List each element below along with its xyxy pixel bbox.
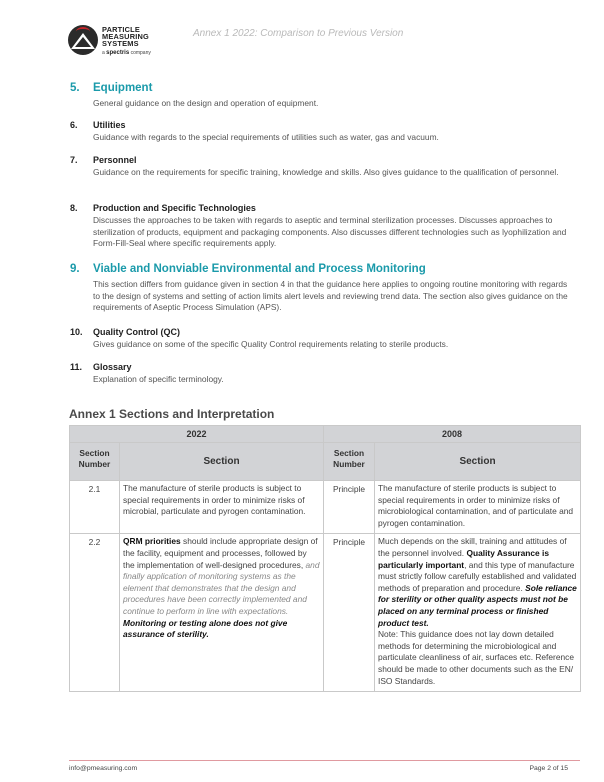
mountain-logo-icon	[68, 25, 98, 55]
item-title: Production and Specific Technologies	[93, 203, 256, 213]
section-heading: Annex 1 Sections and Interpretation	[69, 407, 275, 421]
item-description: This section differs from guidance given in section 4 in that the guidance here applies to ongoing routine monitoring with regards to the design of systems and setting of action limits alert levels and reviewing trend data. The section also gives guidance on the requirements of Aseptic Process Simulation (APS).	[93, 279, 568, 313]
section-text-cell: Much depends on the skill, training and attitudes of the personnel involved. Quality Assurance is particularly important, and this type of manufacture must strictly follow carefully established and validated methods of preparation and procedure. Sole reliance for sterility or other quality aspects must not be placed on any terminal process or finished product test. Note: This guidance does not lay down detailed methods for determining the microbiological and particulate cleanliness of air, surfaces etc. Reference should be made to other documents such as the EN/ ISO Standards.	[375, 534, 581, 692]
item-title: Equipment	[93, 82, 153, 94]
table-row	[70, 481, 581, 534]
item-number: 8.	[70, 203, 78, 213]
company-logo	[68, 25, 188, 61]
column-header-section-number: Section Number	[70, 443, 120, 481]
item-description: Guidance on the requirements for specific training, knowledge and skills. Also gives guidance to the qualification of personnel.	[93, 167, 559, 177]
page-number: Page 2 of 15	[529, 765, 568, 772]
footer-email: info@pmeasuring.com	[69, 765, 138, 772]
item-description: Explanation of specific terminology.	[93, 374, 224, 384]
item-number: 5.	[70, 82, 80, 94]
item-description: Guidance with regards to the special requirements of utilities such as water, gas and vacuum.	[93, 132, 439, 142]
section-text-cell: QRM priorities should include appropriate design of the facility, equipment and processes, followed by the implementation of well-designed procedures, and finally application of monitoring systems as the element that demonstrates that the design and procedures have been correctly implemented and continue to perform in line with expectations. Monitoring or testing alone does not give assurance of sterility.	[120, 534, 324, 692]
section-text-cell: The manufacture of sterile products is subject to special requirements in order to minimize risks of microbiological contamination, and of particulate and pyrogen contamination.	[375, 481, 581, 534]
logo-tagline: a spectris company	[102, 50, 151, 56]
section-number-cell: 2.1	[70, 481, 120, 534]
item-title: Quality Control (QC)	[93, 327, 180, 337]
column-header-section-number: Section Number	[324, 443, 375, 481]
item-number: 7.	[70, 155, 78, 165]
section-number-cell: Principle	[324, 481, 375, 534]
item-description: General guidance on the design and operation of equipment.	[93, 98, 319, 108]
column-header-2008: 2008	[324, 426, 581, 443]
section-number-cell: Principle	[324, 534, 375, 692]
item-number: 10.	[70, 327, 83, 337]
item-number: 11.	[70, 362, 83, 372]
section-number-cell: 2.2	[70, 534, 120, 692]
item-description: Gives guidance on some of the specific Quality Control requirements relating to sterile products.	[93, 339, 449, 349]
item-number: 9.	[70, 263, 80, 275]
item-number: 6.	[70, 120, 78, 130]
item-description: Discusses the approaches to be taken with regards to aseptic and terminal sterilization processes. Discusses approaches to sterilization of products, equipment and packaging components. Also discusses different technologies such as lyophilization and Form-Fill-Seal where specific requirements apply.	[93, 215, 567, 249]
logo-wordmark: PARTICLE MEASURING SYSTEMS	[102, 25, 149, 49]
item-title: Personnel	[93, 155, 137, 165]
table-row	[70, 534, 581, 692]
column-header-section: Section	[120, 443, 324, 481]
section-text-cell: The manufacture of sterile products is subject to special requirements in order to minimize risks of microbial, particulate and pyrogen contamination.	[120, 481, 324, 534]
document-header-title: Annex 1 2022: Comparison to Previous Version	[193, 28, 404, 39]
comparison-table	[69, 425, 581, 692]
item-title: Viable and Nonviable Environmental and Process Monitoring	[93, 263, 426, 275]
column-header-section: Section	[375, 443, 581, 481]
footer-divider	[69, 760, 580, 761]
item-title: Utilities	[93, 120, 126, 130]
item-title: Glossary	[93, 362, 132, 372]
column-header-2022: 2022	[70, 426, 324, 443]
